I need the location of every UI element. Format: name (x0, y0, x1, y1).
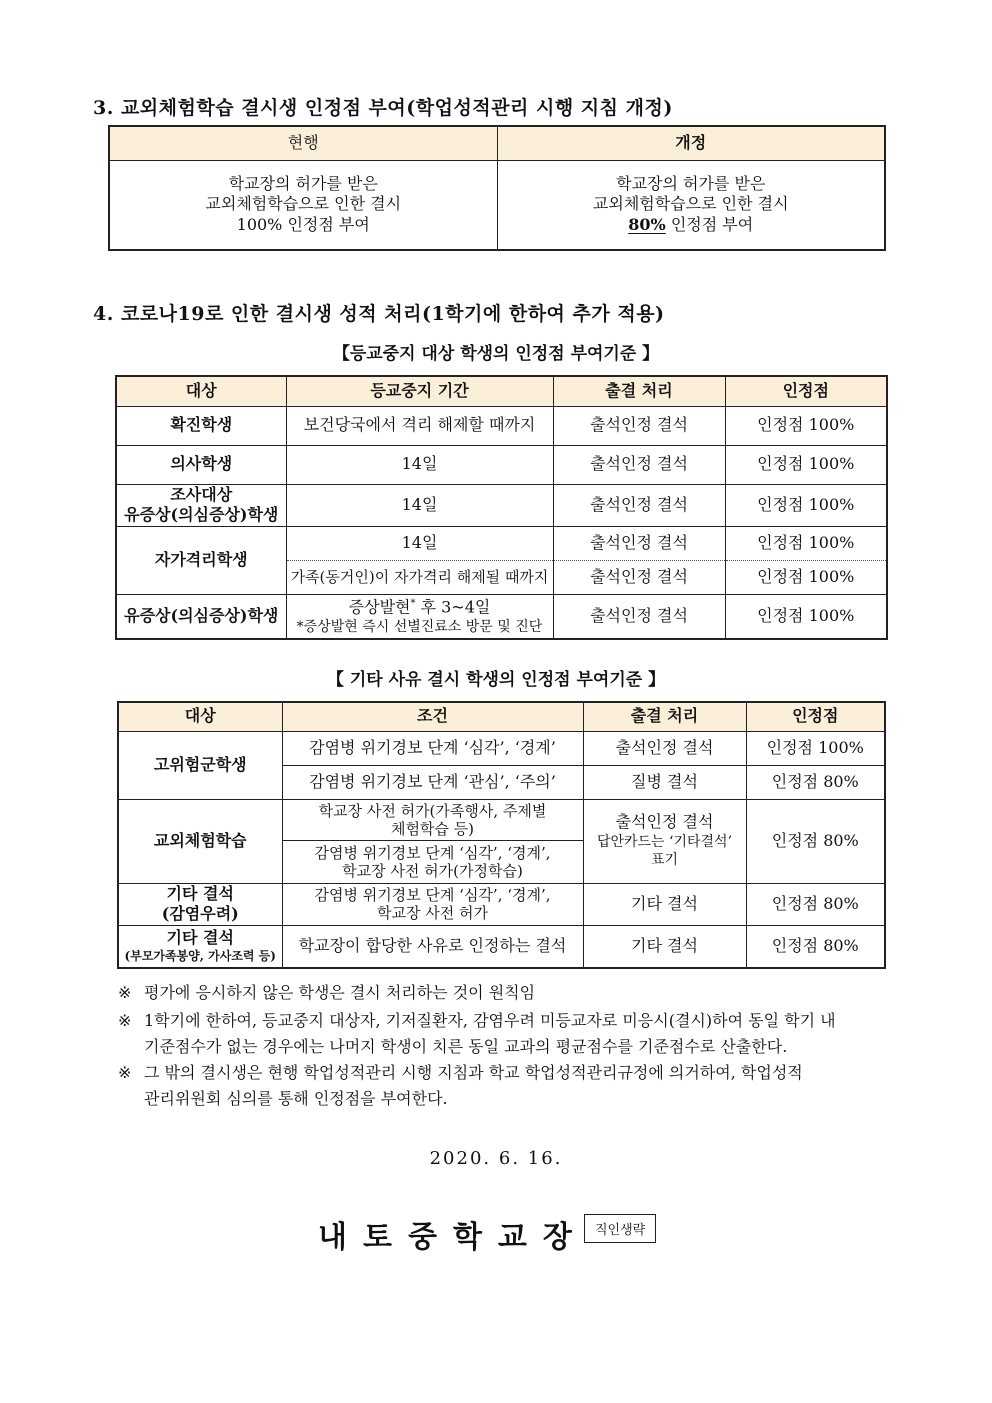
col-condition: 조건 (282, 702, 583, 731)
target-line1: 기타 결석 (166, 883, 234, 903)
row-target: 유증상(의심증상)학생 (116, 595, 286, 639)
row-attendance: 출석인정 결석 (553, 445, 725, 484)
section4-title: 4. 코로나19로 인한 결시생 성적 처리(1학기에 한하여 추가 적용) (93, 303, 665, 325)
row-target (118, 926, 282, 968)
row-period (286, 595, 553, 639)
row-score: 인정점 80% (746, 765, 885, 799)
row-score: 인정점 100% (725, 445, 887, 484)
note-text: 그 밖의 결시생은 현행 학업성적관리 시행 지침과 학교 학업성적관리규정에 의거하여, 학업성적 (144, 1063, 803, 1082)
revised-line1: 학교장의 허가를 받은 (616, 173, 766, 193)
table-row (118, 883, 885, 926)
period-line1-text: 증상발현 (348, 597, 411, 617)
row-attendance (583, 799, 746, 883)
period-line1 (291, 597, 549, 618)
row-score: 인정점 100% (725, 561, 887, 595)
row-condition: 감염병 위기경보 단계 ‘심각’, ‘경계’ (282, 731, 583, 765)
target-line2: (감염우려) (161, 904, 239, 924)
table-row (118, 926, 885, 968)
row-attendance: 출석인정 결석 (553, 527, 725, 561)
row-attendance: 출석인정 결석 (553, 561, 725, 595)
col-score: 인정점 (746, 702, 885, 731)
revised-line3-rest: 인정점 부여 (665, 215, 754, 235)
signer-name: 내토중학교장 (318, 1220, 588, 1255)
note-mark: ※ (118, 983, 132, 1002)
header-current: 현행 (109, 126, 497, 160)
table-row (116, 527, 887, 561)
table-row (116, 406, 887, 445)
target-line1: 기타 결석 (166, 928, 234, 948)
revised-line2: 교외체험학습으로 인한 결시 (592, 194, 789, 214)
cond-line1: 학교장 사전 허가(가족행사, 주제별 (318, 801, 547, 820)
row-attendance: 출석인정 결석 (583, 731, 746, 765)
current-rule (109, 160, 497, 250)
row-score: 인정점 100% (725, 484, 887, 527)
note-text: 1학기에 한하여, 등교중지 대상자, 기저질환자, 감염우려 미등교자로 미응시(결시)하여 동일 학기 내 (144, 1011, 836, 1030)
cond-line1: 감염병 위기경보 단계 ‘심각’, ‘경계’, (314, 843, 551, 862)
row-target (116, 484, 286, 527)
col-attendance: 출결 처리 (553, 376, 725, 406)
period-sup: * (410, 597, 416, 609)
row-condition: 학교장이 합당한 사유로 인정하는 결석 (282, 926, 583, 968)
cond-line1: 감염병 위기경보 단계 ‘심각’, ‘경계’, (314, 886, 551, 905)
target-line2: 유증상(의심증상)학생 (124, 505, 279, 525)
row-attendance: 출석인정 결석 (553, 406, 725, 445)
row-period: 14일 (286, 445, 553, 484)
note-2 (118, 1008, 908, 1060)
row-period: 14일 (286, 527, 553, 561)
row-target: 자가격리학생 (116, 527, 286, 595)
att-line2: 답안카드는 ‘기타결석’ (596, 834, 733, 851)
row-attendance: 기타 결석 (583, 883, 746, 926)
row-target: 의사학생 (116, 445, 286, 484)
row-attendance: 출석인정 결석 (553, 595, 725, 639)
row-attendance: 출석인정 결석 (553, 484, 725, 527)
att-line3: 표기 (650, 852, 679, 869)
section3-title: 3. 교외체험학습 결시생 인정점 부여(학업성적관리 시행 지침 개정) (93, 97, 673, 119)
row-score: 인정점 80% (746, 926, 885, 968)
note-mark: ※ (118, 1011, 132, 1030)
other-absence-table (117, 701, 886, 969)
row-score: 인정점 100% (746, 731, 885, 765)
note-text-cont: 관리위원회 심의를 통해 인정점을 부여한다. (144, 1089, 448, 1108)
row-condition (282, 840, 583, 883)
cond-line2: 학교장 사전 허가(가정학습) (342, 861, 523, 880)
document-date: 2020. 6. 16. (429, 1148, 563, 1169)
target-line2: (부모가족봉양, 가사조력 등) (124, 948, 276, 963)
note-3 (118, 1060, 908, 1112)
col-target: 대상 (118, 702, 282, 731)
note-text-cont: 기준점수가 없는 경우에는 나머지 학생이 치른 동일 교과의 평균점수를 기준점수로 산출한다. (144, 1037, 788, 1056)
period-line2: *증상발현 즉시 선별진료소 방문 및 진단 (296, 618, 543, 635)
official-seal-omitted: 직인생략 (584, 1214, 656, 1243)
row-score: 인정점 80% (746, 799, 885, 883)
col-period: 등교중지 기간 (286, 376, 553, 406)
revised-pct: 80% (628, 215, 666, 235)
note-mark: ※ (118, 1063, 132, 1082)
table-row (116, 445, 887, 484)
row-condition: 감염병 위기경보 단계 ‘관심’, ‘주의’ (282, 765, 583, 799)
header-revised: 개정 (497, 126, 885, 160)
row-score: 인정점 100% (725, 406, 887, 445)
revised-line3 (502, 215, 881, 236)
row-target: 교외체험학습 (118, 799, 282, 883)
period-line1-rest: 후 3~4일 (415, 597, 491, 617)
row-condition (282, 799, 583, 840)
table-row (118, 731, 885, 765)
current-line2: 교외체험학습으로 인한 결시 (205, 194, 402, 214)
row-period: 가족(동거인)이 자가격리 해제될 때까지 (286, 561, 553, 595)
row-attendance: 기타 결석 (583, 926, 746, 968)
row-score: 인정점 100% (725, 595, 887, 639)
col-score: 인정점 (725, 376, 887, 406)
row-period: 보건당국에서 격리 해제할 때까지 (286, 406, 553, 445)
current-line1: 학교장의 허가를 받은 (228, 173, 378, 193)
col-attendance: 출결 처리 (583, 702, 746, 731)
row-target: 고위험군학생 (118, 731, 282, 799)
row-target (118, 883, 282, 926)
col-target: 대상 (116, 376, 286, 406)
current-line3: 100% 인정점 부여 (236, 215, 370, 235)
cond-line2: 체험학습 등) (390, 819, 475, 838)
suspension-caption: 【등교중지 대상 학생의 인정점 부여기준 】 (332, 344, 660, 364)
row-target: 확진학생 (116, 406, 286, 445)
revised-rule (497, 160, 885, 250)
row-score: 인정점 100% (725, 527, 887, 561)
row-score: 인정점 80% (746, 883, 885, 926)
note-1 (118, 980, 908, 1006)
att-line1: 출석인정 결석 (615, 812, 714, 832)
suspension-table (115, 375, 888, 640)
row-condition (282, 883, 583, 926)
row-attendance: 질병 결석 (583, 765, 746, 799)
note-text: 평가에 응시하지 않은 학생은 결시 처리하는 것이 원칙임 (144, 983, 536, 1002)
target-line1: 조사대상 (170, 484, 233, 504)
table-row (118, 799, 885, 840)
revision-table (108, 125, 886, 251)
table-row (116, 484, 887, 527)
table-row (116, 595, 887, 639)
cond-line2: 학교장 사전 허가 (377, 904, 488, 923)
row-period: 14일 (286, 484, 553, 527)
other-caption: 【 기타 사유 결시 학생의 인정점 부여기준 】 (326, 670, 666, 690)
